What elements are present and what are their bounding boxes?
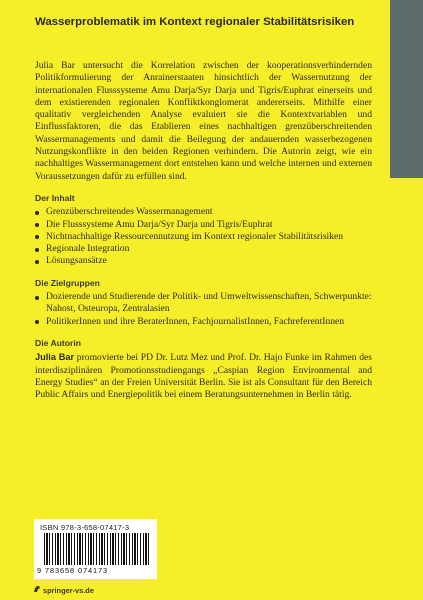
autorin-heading: Die Autorin xyxy=(35,337,81,348)
author-bio xyxy=(35,351,372,401)
author-name: Julia Bar xyxy=(35,352,75,363)
author-bio-text: promovierte bei PD Dr. Lutz Mez und Prof. Dr. Hajo Funke im Rahmen des interdisziplinären Promotionsstudiengangs „Caspian Region Environmental and Energy Studies“ an der Freien Universität Berlin. Sie ist als Consultant für den Bereich Public Affairs und Energiepolitik bei einem Beratungsunternehmen in Berlin tätig. xyxy=(35,352,372,401)
cover-color-bar xyxy=(390,0,423,178)
zielgruppen-heading: Die Zielgruppen xyxy=(35,277,100,288)
list-item: Nichtnachhaltige Ressourcennutzung im Kontext regionaler Stabilitätsrisiken xyxy=(35,231,372,243)
zielgruppen-list xyxy=(35,291,372,328)
inhalt-heading: Der Inhalt xyxy=(35,192,75,203)
publisher-link[interactable] xyxy=(33,585,94,595)
intro-paragraph: Julia Bar untersucht die Korrelation zwischen der kooperationsverhindernden Politikformulierung der Anrainerstaaten hinsichtlich der Wassernutzung der internationalen Flusssysteme Amu Darja/Syr Darja und Tigris/Euphrat einerseits und dem existierenden regionalen Konfliktkonglomerat andererseits. Mithilfe einer qualitativ vergleichenden Analyse evaluiert sie die Kontextvariablen und Einflussfaktoren, die das Etablieren eines nachhaltigen grenzüberschreitenden Wassermanagements und damit die Beilegung der andauernden wasserbezogenen Nutzungskonflikte in den beiden Regionen verhindern. Die Autorin zeigt, wie ein nachhaltiges Wassermanagement dort entstehen kann und welche internen und externen Voraussetzungen dafür zu erfüllen sind. xyxy=(35,60,372,182)
springer-horse-logo-icon xyxy=(33,585,42,595)
page-title: Wasserproblematik im Kontext regionaler Stabilitätsrisiken xyxy=(35,16,355,28)
list-item: PolitikerInnen und ihre BeraterInnen, FachjournalistInnen, FachreferentInnen xyxy=(35,316,372,328)
list-item: Grenzüberschreitendes Wassermanagement xyxy=(35,206,372,218)
list-item: Die Flusssysteme Amu Darja/Syr Darja und Tigris/Euphrat xyxy=(35,219,372,231)
list-item: Regionale Integration xyxy=(35,243,372,255)
publisher-url[interactable]: springer-vs.de xyxy=(43,586,94,595)
inhalt-list xyxy=(35,206,372,267)
barcode-digits: 9 783658 074173 xyxy=(37,566,109,575)
list-item: Lösungsansätze xyxy=(35,255,372,267)
list-item: Dozierende und Studierende der Politik- und Umweltwissenschaften, Schwerpunkte: Nahost, Osteuropa, Zentralasien xyxy=(35,291,372,316)
isbn-barcode xyxy=(34,519,157,579)
barcode-bars xyxy=(44,533,149,565)
back-cover-body xyxy=(35,60,372,401)
isbn-number: ISBN 978-3-658-07417-3 xyxy=(40,523,130,532)
